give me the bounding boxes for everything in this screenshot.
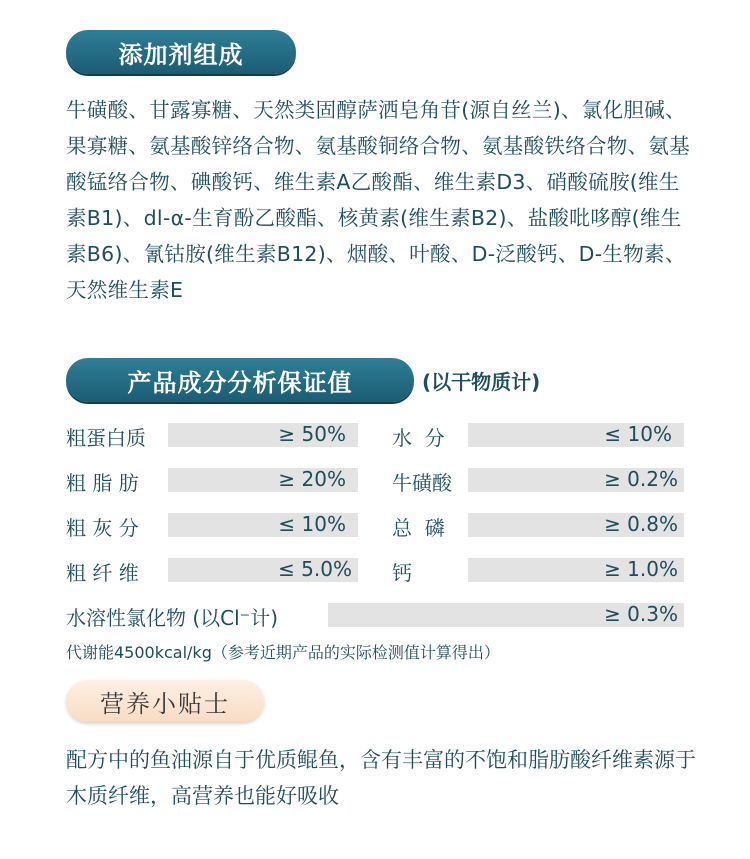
analysis-subtitle: (以干物质计)	[422, 370, 541, 394]
analysis-value-crude-fat: ≥ 20%	[278, 467, 346, 491]
analysis-value-taurine: ≥ 0.2%	[604, 467, 678, 491]
analysis-value-moisture: ≤ 10%	[604, 422, 672, 446]
analysis-value-crude-protein: ≥ 50%	[278, 422, 346, 446]
additives-ingredient-list: 牛磺酸、甘露寡糖、天然类固醇萨洒皂角苷(源自丝兰)、氯化胆碱、果寡糖、氨基酸锌络合物、氨基酸铜络合物、氨基酸铁络合物、氨基酸锰络合物、碘酸钙、维生素A乙酸酯、维生素D3、硝酸硫胺(维生素B1)、dl-α-生育酚乙酸酯、核黄素(维生素B2)、盐酸吡哆醇(维生素B6)、氰钴胺(维生素B12)、烟酸、叶酸、D-泛酸钙、D-生物素、天然维生素E	[66, 98, 690, 302]
analysis-label-crude-fiber: 粗 纤 维	[66, 561, 139, 585]
analysis-label-moisture: 水 分	[392, 426, 445, 450]
analysis-label-crude-protein: 粗蛋白质	[66, 426, 146, 450]
analysis-value-phosphorus: ≥ 0.8%	[604, 512, 678, 536]
analysis-value-crude-fiber: ≤ 5.0%	[278, 557, 352, 581]
section-title-tips: 营养小贴士	[66, 680, 264, 722]
tips-text: 配方中的鱼油源自于优质鲲鱼，含有丰富的不饱和脂肪酸纤维素源于木质纤维，高营养也能好吸收	[66, 748, 696, 808]
analysis-label-crude-fat: 粗 脂 肪	[66, 471, 139, 495]
analysis-label-taurine: 牛磺酸	[392, 471, 452, 495]
section-title-analysis: 产品成分分析保证值	[66, 358, 414, 402]
analysis-label-chloride: 水溶性氯化物 (以Cl⁻计)	[66, 606, 279, 630]
analysis-value-crude-ash: ≤ 10%	[278, 512, 346, 536]
analysis-value-chloride: ≥ 0.3%	[604, 602, 678, 626]
analysis-value-calcium: ≥ 1.0%	[604, 557, 678, 581]
analysis-label-calcium: 钙	[392, 561, 412, 585]
analysis-label-crude-ash: 粗 灰 分	[66, 516, 139, 540]
metabolic-energy-footnote: 代谢能4500kcal/kg（参考近期产品的实际检测值计算得出）	[66, 643, 500, 662]
section-title-additives: 添加剂组成	[66, 30, 296, 74]
analysis-label-phosphorus: 总 磷	[392, 516, 445, 540]
